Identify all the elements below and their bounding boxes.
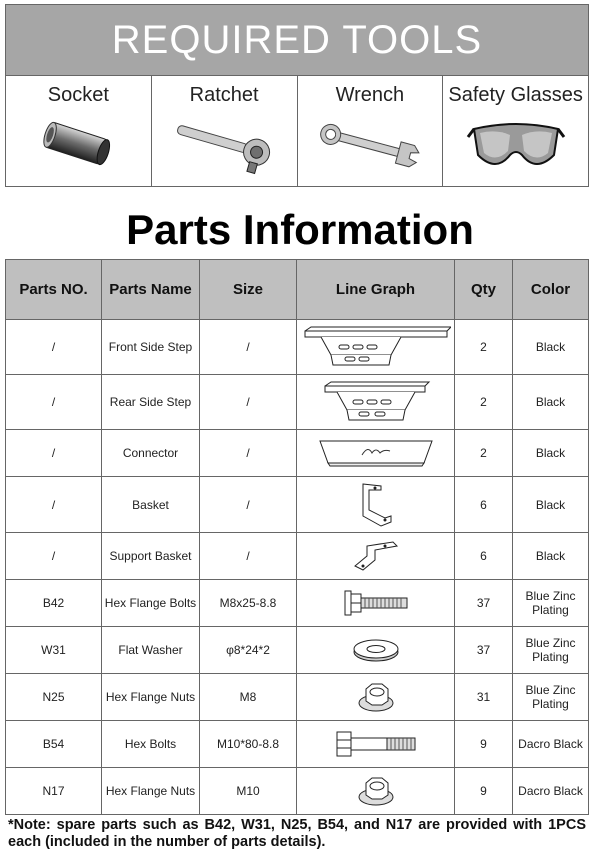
parts-table bbox=[5, 259, 589, 815]
header-parts-no: Parts NO. bbox=[6, 260, 102, 320]
part-name: Basket bbox=[102, 477, 200, 533]
flat-washer-drawing bbox=[351, 636, 401, 664]
part-size: M10*80-8.8 bbox=[200, 721, 297, 768]
part-color: Black bbox=[513, 477, 589, 533]
part-qty: 31 bbox=[455, 674, 513, 721]
part-qty: 2 bbox=[455, 430, 513, 477]
connector-drawing bbox=[316, 435, 436, 471]
part-graph bbox=[297, 320, 455, 375]
required-tools-panel bbox=[5, 4, 589, 187]
part-no: / bbox=[6, 430, 102, 477]
part-graph bbox=[297, 768, 455, 815]
tool-label: Ratchet bbox=[189, 84, 259, 106]
part-no: N17 bbox=[6, 768, 102, 815]
table-row bbox=[6, 627, 589, 674]
part-qty: 37 bbox=[455, 580, 513, 627]
part-size: M8 bbox=[200, 674, 297, 721]
part-qty: 9 bbox=[455, 721, 513, 768]
part-color: Blue Zinc Plating bbox=[513, 580, 589, 627]
part-name: Hex Flange Nuts bbox=[102, 674, 200, 721]
part-no: / bbox=[6, 477, 102, 533]
part-size: / bbox=[200, 320, 297, 375]
part-color: Black bbox=[513, 430, 589, 477]
table-row bbox=[6, 477, 589, 533]
wrench-icon bbox=[298, 112, 443, 180]
part-no: B54 bbox=[6, 721, 102, 768]
part-name: Hex Flange Bolts bbox=[102, 580, 200, 627]
part-color: Blue Zinc Plating bbox=[513, 627, 589, 674]
tool-socket bbox=[6, 76, 152, 186]
table-row bbox=[6, 320, 589, 375]
hex-flange-nut-drawing bbox=[356, 679, 396, 715]
table-row bbox=[6, 580, 589, 627]
front-side-step-drawing bbox=[301, 323, 451, 371]
table-row bbox=[6, 768, 589, 815]
part-graph bbox=[297, 533, 455, 580]
part-color: Black bbox=[513, 320, 589, 375]
tool-label: Wrench bbox=[335, 84, 405, 106]
required-tools-title: REQUIRED TOOLS bbox=[6, 5, 588, 76]
part-color: Dacro Black bbox=[513, 721, 589, 768]
hex-flange-bolt-drawing bbox=[341, 588, 411, 618]
tool-wrench bbox=[298, 76, 444, 186]
hex-bolt-drawing bbox=[333, 728, 419, 760]
header-qty: Qty bbox=[455, 260, 513, 320]
rear-side-step-drawing bbox=[321, 378, 431, 426]
tool-label: Socket bbox=[47, 84, 109, 106]
hex-flange-nut-drawing bbox=[356, 773, 396, 809]
basket-drawing bbox=[351, 480, 401, 530]
part-size: / bbox=[200, 477, 297, 533]
ratchet-icon bbox=[152, 112, 297, 180]
table-row bbox=[6, 375, 589, 430]
socket-icon bbox=[6, 112, 151, 180]
tool-label: Safety Glasses bbox=[448, 84, 583, 106]
part-name: Support Basket bbox=[102, 533, 200, 580]
part-no: / bbox=[6, 533, 102, 580]
part-size: M8x25-8.8 bbox=[200, 580, 297, 627]
part-graph bbox=[297, 627, 455, 674]
part-no: / bbox=[6, 320, 102, 375]
part-qty: 6 bbox=[455, 533, 513, 580]
tool-safety-glasses bbox=[443, 76, 588, 186]
part-qty: 6 bbox=[455, 477, 513, 533]
tools-row bbox=[6, 76, 588, 186]
part-color: Dacro Black bbox=[513, 768, 589, 815]
part-name: Rear Side Step bbox=[102, 375, 200, 430]
part-name: Front Side Step bbox=[102, 320, 200, 375]
header-parts-name: Parts Name bbox=[102, 260, 200, 320]
tool-ratchet bbox=[152, 76, 298, 186]
parts-information-title: Parts Information bbox=[126, 206, 474, 253]
table-row bbox=[6, 674, 589, 721]
part-graph bbox=[297, 375, 455, 430]
part-size: / bbox=[200, 375, 297, 430]
part-name: Flat Washer bbox=[102, 627, 200, 674]
part-size: M10 bbox=[200, 768, 297, 815]
part-no: / bbox=[6, 375, 102, 430]
part-color: Black bbox=[513, 375, 589, 430]
part-graph bbox=[297, 580, 455, 627]
header-line-graph: Line Graph bbox=[297, 260, 455, 320]
part-name: Connector bbox=[102, 430, 200, 477]
part-graph bbox=[297, 721, 455, 768]
part-no: W31 bbox=[6, 627, 102, 674]
table-header-row bbox=[6, 260, 589, 320]
part-qty: 2 bbox=[455, 375, 513, 430]
support-basket-drawing bbox=[349, 538, 403, 574]
header-size: Size bbox=[200, 260, 297, 320]
part-size: / bbox=[200, 533, 297, 580]
table-row bbox=[6, 533, 589, 580]
part-size: φ8*24*2 bbox=[200, 627, 297, 674]
part-name: Hex Flange Nuts bbox=[102, 768, 200, 815]
table-row bbox=[6, 430, 589, 477]
part-graph bbox=[297, 674, 455, 721]
part-qty: 2 bbox=[455, 320, 513, 375]
part-qty: 37 bbox=[455, 627, 513, 674]
table-row bbox=[6, 721, 589, 768]
part-qty: 9 bbox=[455, 768, 513, 815]
safety-glasses-icon bbox=[443, 112, 588, 180]
part-graph bbox=[297, 477, 455, 533]
header-color: Color bbox=[513, 260, 589, 320]
part-name: Hex Bolts bbox=[102, 721, 200, 768]
part-size: / bbox=[200, 430, 297, 477]
part-no: B42 bbox=[6, 580, 102, 627]
part-color: Blue Zinc Plating bbox=[513, 674, 589, 721]
part-color: Black bbox=[513, 533, 589, 580]
spare-parts-note: *Note: spare parts such as B42, W31, N25, B54, and N17 are provided with 1PCS each (included in the number of parts details). bbox=[8, 817, 586, 850]
part-graph bbox=[297, 430, 455, 477]
part-no: N25 bbox=[6, 674, 102, 721]
